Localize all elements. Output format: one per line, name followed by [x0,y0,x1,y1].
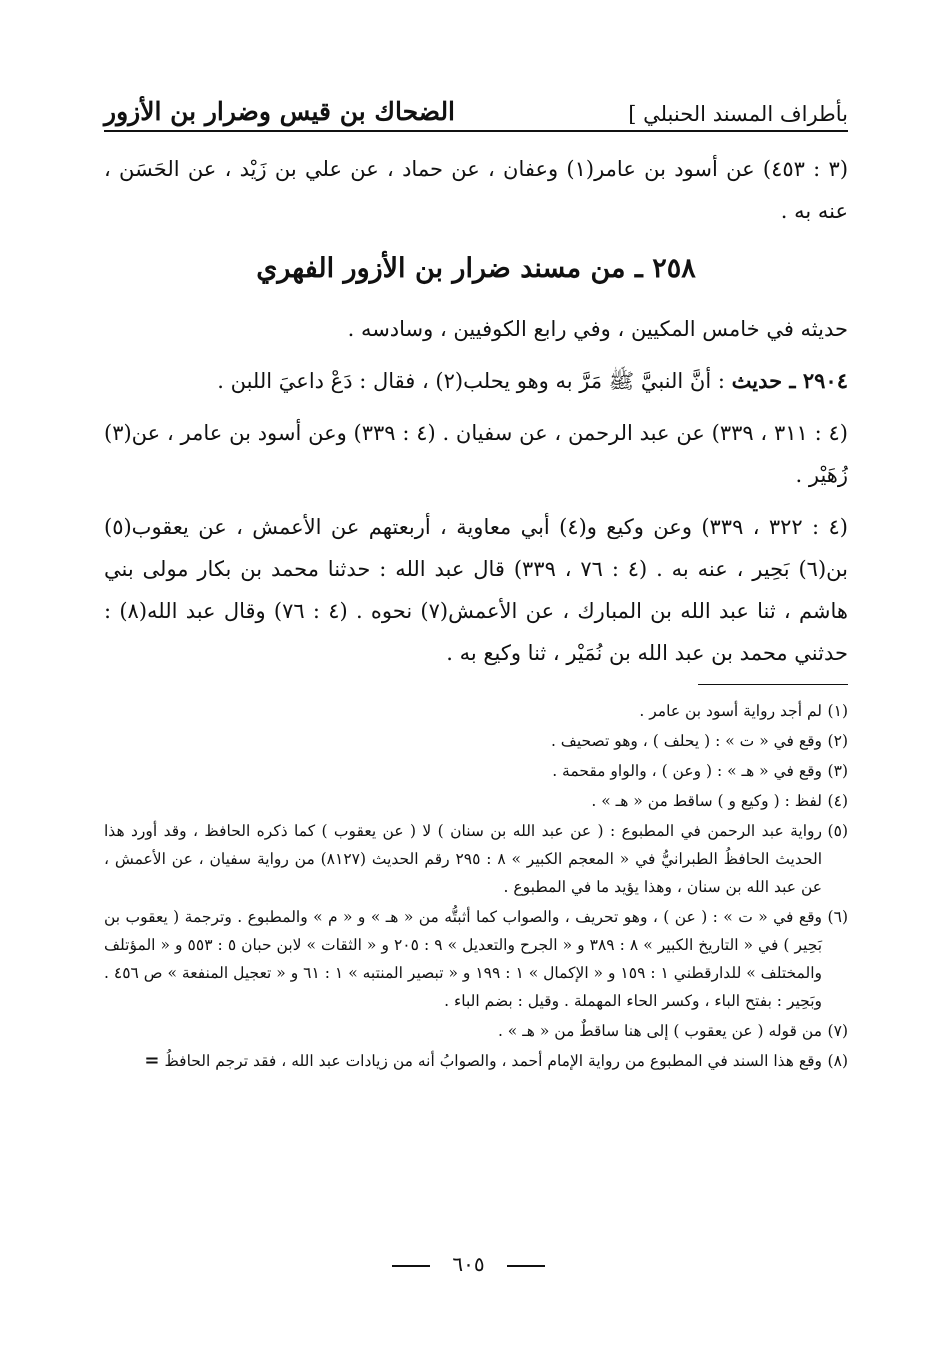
intro-paragraph: (٣ : ٤٥٣) عن أسود بن عامر(١) وعفان ، عن حماد ، عن علي بن زَيْد ، عن الحَسَن ، عنه به . [104,157,849,223]
footnote-text: لم أجد رواية أسود بن عامر . [639,702,822,720]
footnote-text-content: وقع هذا السند في المطبوع من رواية الإمام أحمد ، والصوابُ أنه من زيادات عبد الله ، فقد ترجم الحافظُ [164,1052,822,1070]
footnote-number: (٤) [827,792,848,810]
footnote-number: (٥) [827,822,848,840]
footnote-text: وقع في « ت » : ( عن ) ، وهو تحريف ، والصواب كما أثبتُّه من « هـ » و « م » والمطبوع . وترجمة ( يعقوب بن بَحِير ) في « التاريخ الكبير » ٨ : ٣٨٩ و « الجرح والتعديل » ٩ : ٢٠٥ و « الثقات » لابن حبان ٥ : ٥٥٣ و « المؤتلف والمختلف » للدارقطني ١ : ١٥٩ و « الإكمال » ١ : ١٩٩ و « تبصير المنتبه » ١ : ٦١ و « تعجيل المنفعة » ص ٤٥٦ . وبَحِير : بفتح الباء ، وكسر الحاء المهملة . وقيل : بضم الباء . [104,908,823,1010]
header-chapter-title: الضحاك بن قيس وضرار بن الأزور [104,97,456,126]
isnad-paragraph-1: (٤ : ٣١١ ، ٣٣٩) عن عبد الرحمن ، عن سفيان . (٤ : ٣٣٩) وعن أسود بن عامر ، عن(٣) زُهَيْر . [104,421,848,487]
footnote-text: وقع في « ت » : ( يحلف ) ، وهو تصحيف . [550,732,822,750]
running-header [104,82,848,132]
footnote-number: (١) [827,702,848,720]
footnote [104,903,848,1015]
footnote [104,1017,848,1045]
footnote-number: (٣) [827,762,848,780]
footnote-number: (٢) [827,732,848,750]
section-intro: حديثه في خامس المكيين ، وفي رابع الكوفيين ، وسادسه . [347,317,848,341]
page-number: ٦٠٥ [452,1252,485,1276]
footnote [104,787,848,815]
footnote [104,817,848,901]
hadith-text: : أنَّ النبيَّ ﷺ مَرَّ به وهو يحلب(٢) ، فقال : دَعْ داعيَ اللبن . [217,369,725,393]
page-number-footer [0,1252,937,1276]
footnote-number: (٨) [827,1052,848,1070]
footnote-text: وقع في « هـ » : ( وعن ) ، والواو مقحمة . [552,762,822,780]
footnote-divider [698,684,848,685]
footnote [104,757,848,785]
continuation-mark: = [144,1050,160,1071]
footnote-text: لفظ : ( وكيع و ) ساقط من « هـ » . [591,792,822,810]
footnote [104,1047,848,1075]
footnote-text [104,1047,822,1075]
document-page [104,82,848,1077]
page-number-dash [507,1265,545,1267]
footnote-number: (٧) [827,1022,848,1040]
footnote [104,697,848,725]
footnote [104,727,848,755]
isnad-paragraph-2: (٤ : ٣٢٢ ، ٣٣٩) وعن وكيع و(٤) أبي معاوية ، أربعتهم عن الأعمش ، عن يعقوب(٥) بن(٦) بَحِير ، عنه به . (٤ : ٧٦ ، ٣٣٩) قال عبد الله : حدثنا محمد بن بكار مولى بني هاشم ، ثنا عبد الله بن المبارك ، عن الأعمش(٧) نحوه . (٤ : ٧٦) وقال عبد الله(٨) : حدثني محمد بن عبد الله بن نُمَيْر ، ثنا وكيع به . [104,515,848,665]
hadith-number: ٢٩٠٤ ـ حديث [731,368,848,393]
main-text [104,148,848,674]
footnote-text: رواية عبد الرحمن في المطبوع : ( عن عبد الله بن سنان ) لا ( عن يعقوب ) كما ذكره الحافظ ، وقد أورد هذا الحديث الحافظُ الطبرانيُّ في « المعجم الكبير » ٨ : ٢٩٥ رقم الحديث (٨١٢٧) من رواية سفيان ، عن الأعمش ، عن عبد الله بن سنان ، وهذا يؤيد ما في المطبوع . [104,822,822,896]
footnotes [104,697,848,1075]
hadith-paragraph [104,360,848,402]
footnote-text: من قوله ( عن يعقوب ) إلى هنا ساقطٌ من « هـ » . [497,1022,822,1040]
section-title: ٢٥٨ ـ من مسند ضرار بن الأزور الفهري [256,253,696,284]
page-number-dash [392,1265,430,1267]
header-book-title: بأطراف المسند الحنبلي ] [628,102,848,126]
footnote-number: (٦) [827,908,848,926]
